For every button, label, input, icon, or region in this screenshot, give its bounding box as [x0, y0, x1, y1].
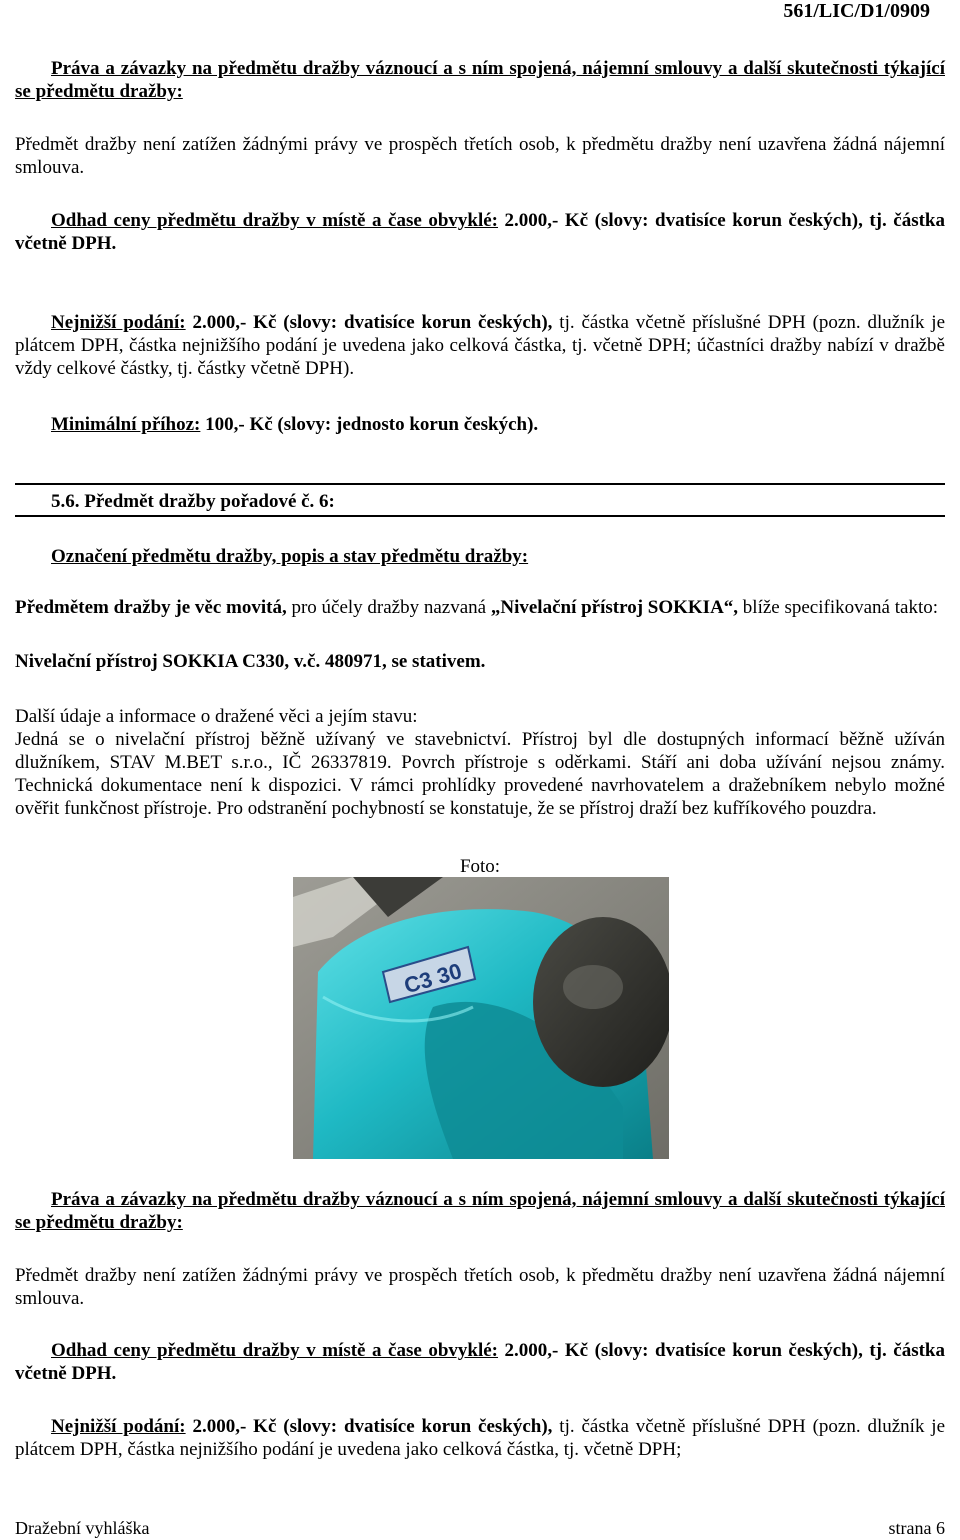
info-text: Jedná se o nivelační přístroj běžně užívaný ve stavebnictví. Přístroj byl dle dostupných informací běžně užíván dlužníkem, STAV M.BET s.r.o., IČ 26337819. Povrch přístroje s oděrkami. Stáří ani doba užívání nejsou známy. Technická dokumentace není k dispozici. V rámci prohlídky provedené navrhovatelem a dražebníkem nebylo možné ověřit funkčnost přístroje. Pro odstranění pochybností se konstatuje, že se přístroj draží bez kufříkového pouzdra. [15, 729, 945, 819]
footer-title: Dražební vyhláška [15, 1518, 150, 1538]
lowest-bid-paragraph-2 [15, 1415, 945, 1461]
subject-mid: pro účely dražby nazvaná [291, 597, 487, 618]
rights-text-2: Předmět dražby není zatížen žádnými právy ve prospěch třetích osob, k předmětu dražby není uzavřena žádná nájemní smlouva. [15, 1265, 945, 1309]
rights-heading-2: Práva a závazky na předmětu dražby váznoucí a s ním spojená, nájemní smlouvy a další skutečnosti týkající se předmětu dražby: [15, 1189, 945, 1233]
subject-end: blíže specifikovaná takto: [742, 597, 939, 618]
subject-name: „Nivelační přístroj SOKKIA“, [490, 597, 739, 618]
lowest-bid-note-2: tj. částka včetně příslušné DPH (pozn. dlužník je plátcem DPH, částka nejnižšího podání je uvedena jako celková částka, tj. včetně DPH; [15, 1416, 946, 1460]
estimate-paragraph-2 [15, 1339, 945, 1385]
page-number: strana 6 [888, 1518, 945, 1538]
estimate-paragraph [15, 209, 945, 255]
instrument-label-text: C3 30 [401, 958, 465, 999]
lowest-bid-label-2: Nejnižší podání: [51, 1416, 186, 1437]
estimate-value: 2.000,- Kč (slovy: dvatisíce korun českých), tj. částka včetně DPH. [15, 210, 946, 254]
min-bid-value: 100,- Kč (slovy: jednosto korun českých). [205, 414, 539, 435]
info-heading: Další údaje a informace o dražené věci a jejím stavu: [15, 706, 418, 727]
estimate-value-2: 2.000,- Kč (slovy: dvatisíce korun českých), tj. částka včetně DPH. [15, 1340, 946, 1384]
estimate-label: Odhad ceny předmětu dražby v místě a čase obvyklé: [51, 210, 499, 231]
document-id: 561/LIC/D1/0909 [783, 0, 930, 22]
photo-caption: Foto: [459, 856, 501, 877]
lowest-bid-value: 2.000,- Kč (slovy: dvatisíce korun českých), [192, 312, 553, 333]
designation-heading: Označení předmětu dražby, popis a stav předmětu dražby: [51, 546, 529, 567]
section-title-box [15, 483, 945, 517]
lowest-bid-paragraph [15, 311, 945, 380]
instrument-photo [293, 877, 669, 1159]
lowest-bid-note: tj. částka včetně příslušné DPH (pozn. dlužník je plátcem DPH, částka nejnižšího podání je uvedena jako celková částka, tj. včetně DPH; účastníci dražby nabízí v dražbě vždy celkové částky, tj. částky včetně DPH). [15, 312, 946, 379]
instrument-photo-drawing [293, 877, 669, 1159]
rights-text: Předmět dražby není zatížen žádnými právy ve prospěch třetích osob, k předmětu dražby není uzavřena žádná nájemní smlouva. [15, 134, 945, 178]
min-bid-label: Minimální příhoz: [51, 414, 201, 435]
subject-bold: Předmětem dražby je věc movitá, [15, 597, 287, 618]
subject-paragraph [15, 596, 945, 619]
estimate-label-2: Odhad ceny předmětu dražby v místě a čase obvyklé: [51, 1340, 499, 1361]
section-title: 5.6. Předmět dražby pořadové č. 6: [51, 491, 335, 512]
lowest-bid-value-2: 2.000,- Kč (slovy: dvatisíce korun českých), [192, 1416, 553, 1437]
min-bid-paragraph [15, 413, 945, 436]
spec-line: Nivelační přístroj SOKKIA C330, v.č. 480971, se stativem. [15, 651, 486, 672]
rights-heading: Práva a závazky na předmětu dražby váznoucí a s ním spojená, nájemní smlouvy a další skutečnosti týkající se předmětu dražby: [15, 58, 945, 102]
lowest-bid-label: Nejnižší podání: [51, 312, 186, 333]
